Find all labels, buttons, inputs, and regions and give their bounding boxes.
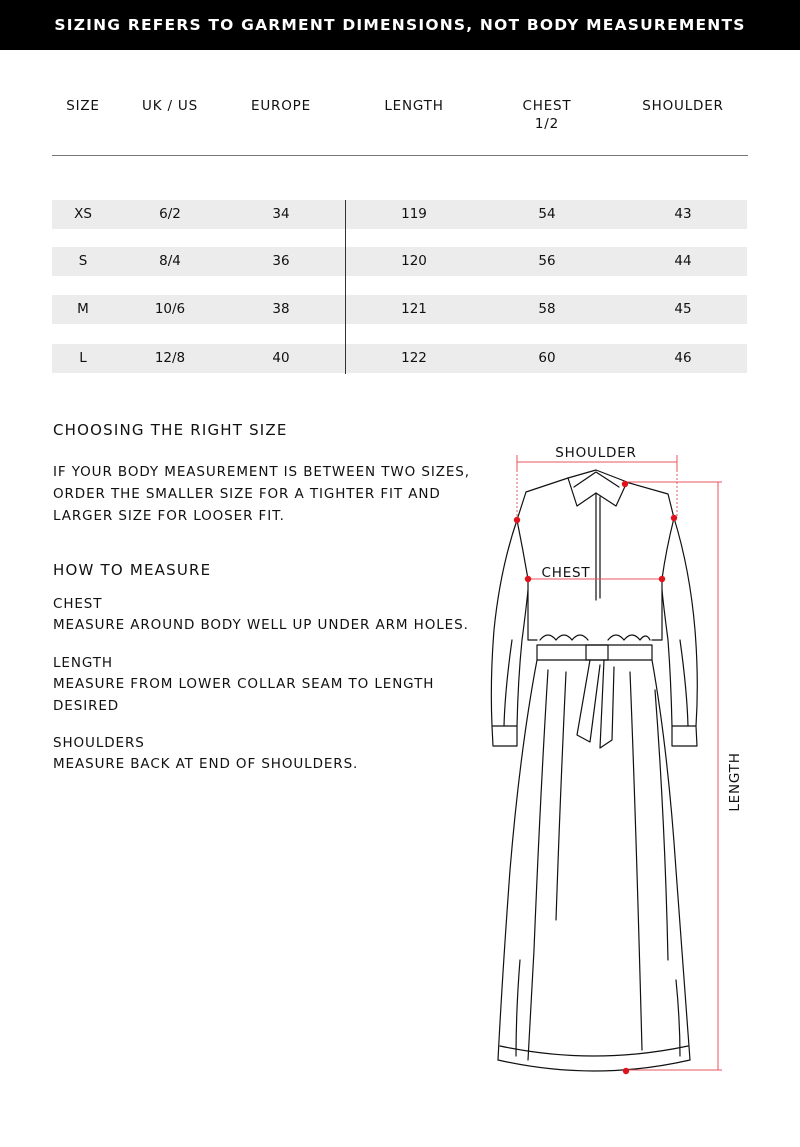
right-chest-point: [659, 576, 665, 582]
table-cell: 122: [401, 350, 427, 366]
right-shoulder-point: [671, 515, 677, 521]
length-heading: LENGTH: [53, 655, 113, 671]
column-header-length: LENGTH: [384, 98, 444, 114]
table-cell: 56: [538, 253, 556, 269]
how-to-measure-heading: HOW TO MEASURE: [53, 561, 212, 579]
text-line: MEASURE BACK AT END OF SHOULDERS.: [53, 756, 359, 772]
table-cell: 10/6: [154, 301, 186, 317]
table-cell: 38: [272, 301, 290, 317]
table-cell: 60: [538, 350, 556, 366]
table-cell: 119: [401, 206, 427, 222]
column-header-uk-us: UK / US: [142, 98, 198, 114]
table-cell: S: [78, 253, 88, 269]
column-header-shoulder: SHOULDER: [642, 98, 724, 114]
collar-point: [622, 481, 628, 487]
length-label: LENGTH: [727, 752, 743, 812]
text-line: LARGER SIZE FOR LOOSER FIT.: [53, 508, 285, 524]
table-cell: 12/8: [154, 350, 186, 366]
table-cell: 36: [272, 253, 290, 269]
column-header-europe: EUROPE: [251, 98, 311, 114]
left-chest-point: [525, 576, 531, 582]
table-cell: 43: [674, 206, 692, 222]
shoulders-heading: SHOULDERS: [53, 735, 145, 751]
table-cell: XS: [74, 206, 92, 222]
text-line: MEASURE FROM LOWER COLLAR SEAM TO LENGTH: [53, 676, 435, 692]
table-cell: 8/4: [159, 253, 181, 269]
table-cell: L: [79, 350, 87, 366]
measurement-lines: [517, 455, 722, 1070]
table-cell: 54: [538, 206, 556, 222]
text-line: IF YOUR BODY MEASUREMENT IS BETWEEN TWO SIZES,: [53, 464, 470, 480]
dress-outline: [491, 470, 697, 1071]
hem-point: [623, 1068, 629, 1074]
left-shoulder-point: [514, 517, 520, 523]
column-header-size: SIZE: [66, 98, 100, 114]
shoulder-label: SHOULDER: [555, 445, 637, 461]
text-line: ORDER THE SMALLER SIZE FOR A TIGHTER FIT AND: [53, 486, 441, 502]
chest-heading: CHEST: [53, 596, 103, 612]
table-cell: 120: [401, 253, 427, 269]
choosing-size-heading: CHOOSING THE RIGHT SIZE: [53, 421, 288, 439]
table-cell: 46: [674, 350, 692, 366]
table-cell: 45: [674, 301, 692, 317]
table-cell: 34: [272, 206, 290, 222]
table-cell: M: [77, 301, 89, 317]
table-cell: 40: [272, 350, 290, 366]
shoulder-guides: [517, 470, 677, 520]
table-cell: 6/2: [159, 206, 181, 222]
table-cell: 121: [401, 301, 427, 317]
chest-label: CHEST: [541, 565, 591, 581]
text-line: DESIRED: [53, 698, 120, 714]
table-cell: 58: [538, 301, 556, 317]
size-guide-banner: SIZING REFERS TO GARMENT DIMENSIONS, NOT BODY MEASUREMENTS: [0, 0, 800, 50]
table-cell: 44: [674, 253, 692, 269]
text-line: MEASURE AROUND BODY WELL UP UNDER ARM HOLES.: [53, 617, 469, 633]
column-header-chest: CHEST 1/2: [522, 98, 572, 132]
